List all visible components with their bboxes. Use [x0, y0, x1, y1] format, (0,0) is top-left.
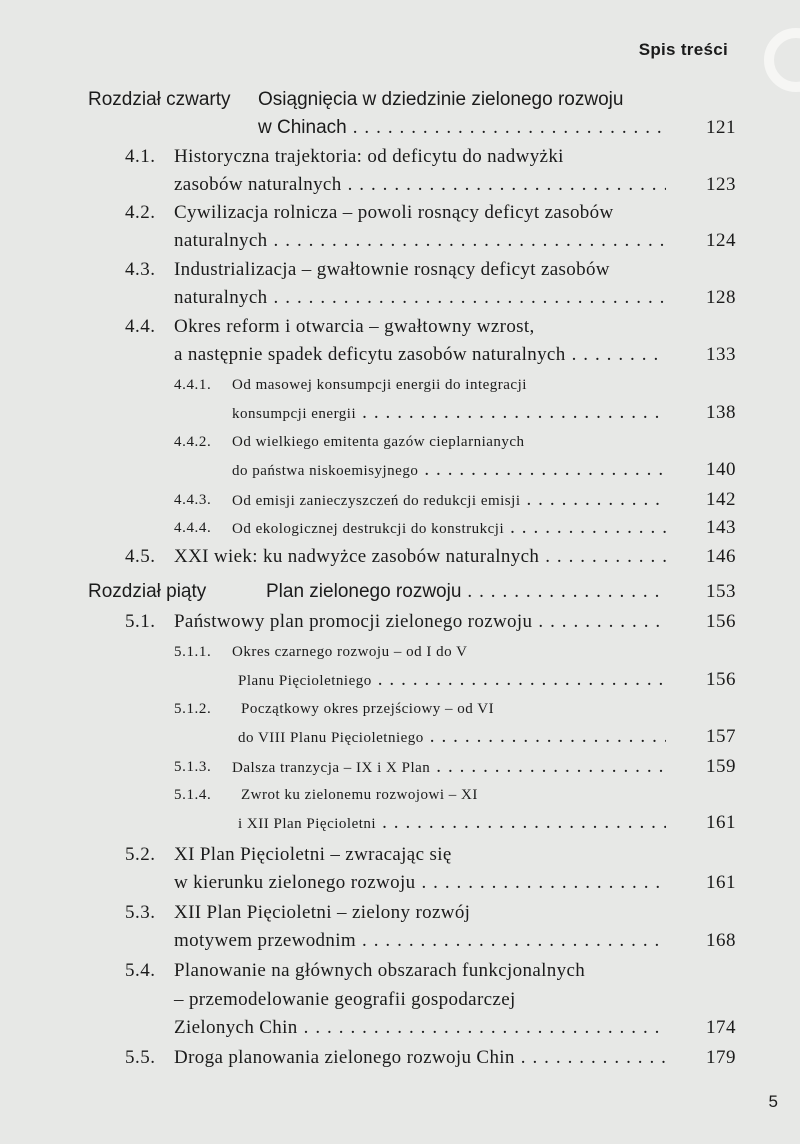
dot-leader: [376, 811, 666, 835]
page-ref: 123: [706, 174, 736, 195]
dot-leader: [347, 116, 666, 140]
subsection-title-cont: konsumpcji energii: [232, 406, 357, 422]
dot-leader: [356, 401, 666, 425]
page-ref: 153: [706, 581, 736, 602]
page-ref: 128: [706, 287, 736, 308]
dot-leader: [539, 545, 666, 569]
subsection-title: Od emisji zanieczyszczeń do redukcji emisji: [232, 493, 521, 509]
dot-leader: [268, 286, 666, 310]
subsection-title-cont: i XII Plan Pięcioletni: [238, 816, 377, 832]
section-title: XXI wiek: ku nadwyżce zasobów naturalnych: [174, 546, 540, 567]
dot-leader: [566, 343, 666, 367]
dot-leader: [504, 516, 666, 540]
toc-entry-5-1[interactable]: [174, 610, 736, 634]
page-ref: 124: [706, 230, 736, 251]
page-ref: 138: [706, 402, 736, 423]
section-title-cont: motywem przewodnim: [174, 930, 357, 951]
subsection-number: 5.1.3.: [174, 759, 212, 775]
chapter-5-title: Plan zielonego rozwoju: [266, 581, 462, 602]
toc-entry-ch5[interactable]: [266, 580, 736, 604]
toc-entry-4-3[interactable]: [174, 286, 736, 310]
chapter-5-label: Rozdział piąty: [88, 581, 207, 602]
chapter-4-title: Osiągnięcia w dziedzinie zielonego rozwoju: [258, 89, 624, 110]
toc-entry-4-5[interactable]: [174, 545, 736, 569]
toc-entry-5-2[interactable]: [174, 871, 736, 895]
section-title-cont: zasobów naturalnych: [174, 174, 342, 195]
subsection-number: 4.4.2.: [174, 434, 212, 450]
dot-leader: [424, 725, 666, 749]
subsection-title: Zwrot ku zielonemu rozwojowi – XI: [241, 787, 478, 803]
section-number: 5.4.: [125, 960, 156, 981]
section-number: 5.1.: [125, 611, 156, 632]
subsection-number: 4.4.4.: [174, 520, 212, 536]
section-number: 4.4.: [125, 316, 156, 337]
dot-leader: [372, 668, 666, 692]
subsection-number: 5.1.4.: [174, 787, 212, 803]
section-number: 4.3.: [125, 259, 156, 280]
section-title: Cywilizacja rolnicza – powoli rosnący deficyt zasobów: [174, 202, 614, 223]
page-ref: 174: [706, 1017, 736, 1038]
page-ref: 143: [706, 517, 736, 538]
dot-leader: [515, 1046, 666, 1070]
toc-entry-5-1-3[interactable]: [232, 755, 736, 779]
toc-entry-4-4-1[interactable]: [232, 401, 736, 425]
section-title: Droga planowania zielonego rozwoju Chin: [174, 1047, 515, 1068]
toc-entry-5-1-1[interactable]: [238, 668, 736, 692]
section-number: 4.5.: [125, 546, 156, 567]
subsection-title: Okres czarnego rozwoju – od I do V: [232, 644, 468, 660]
section-title: Planowanie na głównych obszarach funkcjonalnych: [174, 960, 586, 981]
page-ref: 146: [706, 546, 736, 567]
chapter-4-title-cont: w Chinach: [258, 117, 347, 138]
section-number: 5.3.: [125, 902, 156, 923]
header-decoration: [764, 28, 800, 92]
dot-leader: [356, 929, 666, 953]
subsection-title-cont: Planu Pięcioletniego: [238, 673, 372, 689]
subsection-number: 4.4.3.: [174, 492, 212, 508]
dot-leader: [298, 1016, 666, 1040]
chapter-4-label: Rozdział czwarty: [88, 89, 231, 110]
page-ref: 161: [706, 812, 736, 833]
page-ref: 168: [706, 930, 736, 951]
subsection-number: 4.4.1.: [174, 377, 212, 393]
toc-entry-5-1-2[interactable]: [238, 725, 736, 749]
toc-entry-4-4-3[interactable]: [232, 488, 736, 512]
page-ref: 161: [706, 872, 736, 893]
dot-leader: [342, 173, 666, 197]
section-number: 5.5.: [125, 1047, 156, 1068]
subsection-title: Od masowej konsumpcji energii do integracji: [232, 377, 527, 393]
toc-entry-5-3[interactable]: [174, 929, 736, 953]
section-number: 4.1.: [125, 146, 156, 167]
running-header: Spis treści: [638, 40, 728, 59]
subsection-number: 5.1.1.: [174, 644, 212, 660]
toc-entry-4-1[interactable]: [174, 173, 736, 197]
dot-leader: [268, 229, 666, 253]
dot-leader: [418, 458, 666, 482]
section-number: 4.2.: [125, 202, 156, 223]
subsection-title: Od ekologicznej destrukcji do konstrukcji: [232, 521, 505, 537]
toc-entry-4-4[interactable]: [174, 343, 736, 367]
section-title: Okres reform i otwarcia – gwałtowny wzrost,: [174, 316, 535, 337]
section-title: Industrializacja – gwałtownie rosnący deficyt zasobów: [174, 259, 610, 280]
dot-leader: [430, 755, 666, 779]
section-title-cont: – przemodelowanie geografii gospodarczej: [174, 989, 516, 1010]
section-number: 5.2.: [125, 844, 156, 865]
toc-entry-5-4[interactable]: [174, 1016, 736, 1040]
page-ref: 156: [706, 669, 736, 690]
dot-leader: [415, 871, 666, 895]
page-ref: 179: [706, 1047, 736, 1068]
page-ref: 156: [706, 611, 736, 632]
page-ref: 133: [706, 344, 736, 365]
subsection-title-cont: do państwa niskoemisyjnego: [232, 463, 419, 479]
toc-entry-4-4-2[interactable]: [232, 458, 736, 482]
subsection-title: Od wielkiego emitenta gazów cieplarnianych: [232, 434, 525, 450]
section-title: XII Plan Pięcioletni – zielony rozwój: [174, 902, 471, 923]
dot-leader: [520, 488, 666, 512]
subsection-number: 5.1.2.: [174, 701, 212, 717]
section-title-cont: naturalnych: [174, 287, 268, 308]
toc-entry-ch4[interactable]: [258, 116, 736, 140]
page-ref: 159: [706, 756, 736, 777]
section-title-cont: a następnie spadek deficytu zasobów naturalnych: [174, 344, 566, 365]
dot-leader: [461, 580, 666, 604]
toc-entry-5-5[interactable]: [174, 1046, 736, 1070]
page-ref: 121: [706, 117, 736, 138]
section-title: XI Plan Pięcioletni – zwracając się: [174, 844, 452, 865]
subsection-title-cont: do VIII Planu Pięcioletniego: [238, 730, 424, 746]
section-title-cont: w kierunku zielonego rozwoju: [174, 872, 416, 893]
toc-entry-4-4-4[interactable]: [232, 516, 736, 540]
dot-leader: [532, 610, 666, 634]
section-title: Państwowy plan promocji zielonego rozwoju: [174, 611, 533, 632]
toc-entry-4-2[interactable]: [174, 229, 736, 253]
toc-entry-5-1-4[interactable]: [238, 811, 736, 835]
page-ref: 142: [706, 489, 736, 510]
subsection-title: Dalsza tranzycja – IX i X Plan: [232, 760, 431, 776]
section-title-cont: Zielonych Chin: [174, 1017, 298, 1038]
subsection-title: Początkowy okres przejściowy – od VI: [241, 701, 495, 717]
page-ref: 157: [706, 726, 736, 747]
section-title: Historyczna trajektoria: od deficytu do nadwyżki: [174, 146, 564, 167]
page-number: 5: [768, 1092, 778, 1111]
section-title-cont: naturalnych: [174, 230, 268, 251]
page-ref: 140: [706, 459, 736, 480]
